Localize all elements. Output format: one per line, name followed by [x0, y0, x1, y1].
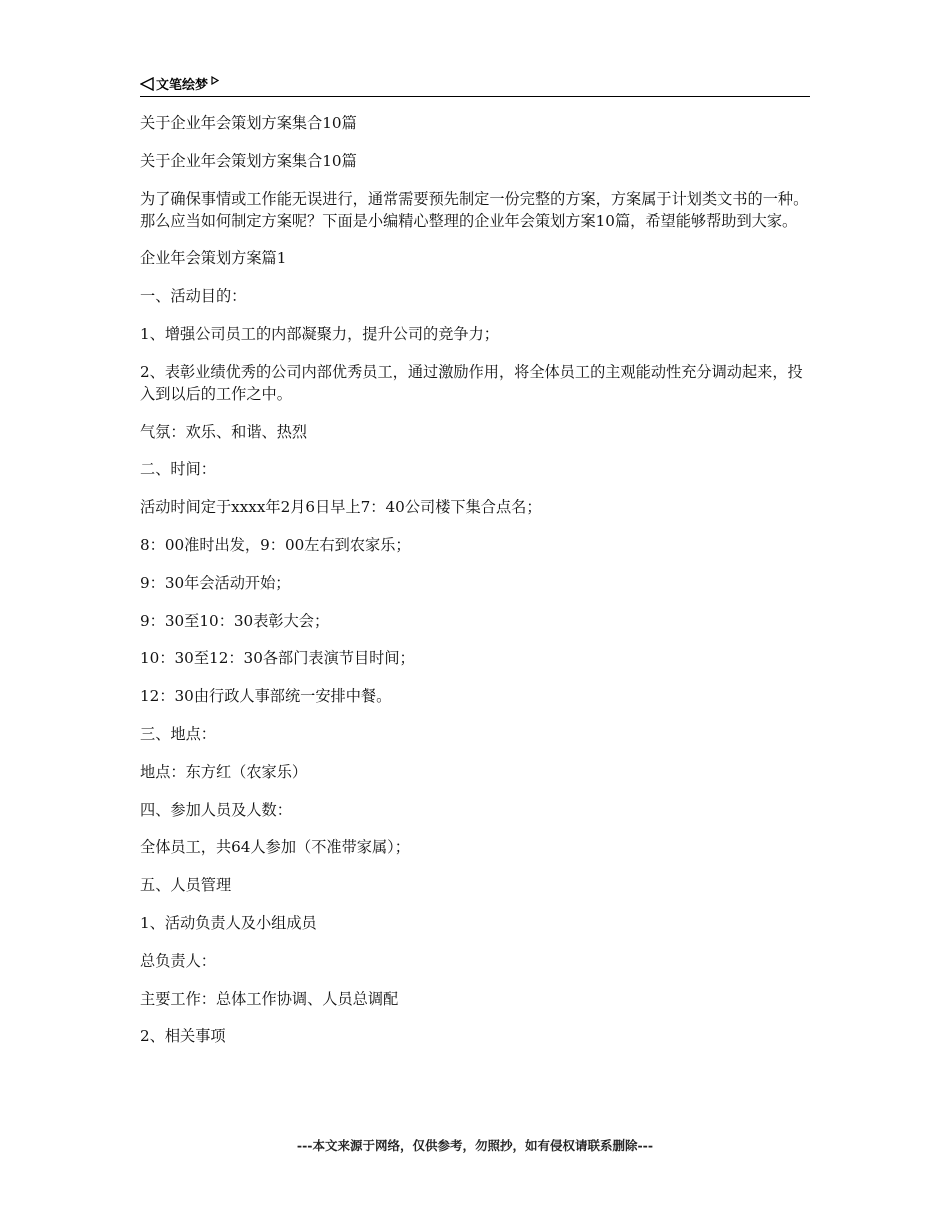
- paragraph: 1、增强公司员工的内部凝聚力，提升公司的竞争力；: [140, 324, 499, 343]
- paragraph: 三、地点：: [140, 724, 216, 743]
- paragraph: 9：30至10：30表彰大会；: [140, 611, 330, 630]
- section-heading: 企业年会策划方案篇1: [140, 249, 287, 268]
- paragraph: 总负责人：: [140, 951, 216, 970]
- paragraph: 10：30至12：30各部门表演节目时间；: [140, 649, 415, 668]
- paragraph: 12：30由行政人事部统一安排中餐。: [140, 687, 392, 706]
- paragraph: 地点：东方红（农家乐）: [140, 762, 308, 781]
- intro-paragraph: 为了确保事情或工作能无误进行，通常需要预先制定一份完整的方案，方案属于计划类文书的一种。那么应当如何制定方案呢？下面是小编精心整理的企业年会策划方案10篇，希望能够帮助到大家。: [140, 189, 809, 230]
- paragraph: 9：30年会活动开始；: [140, 573, 291, 592]
- triangle-right-icon: [211, 76, 219, 85]
- paragraph: 活动时间定于xxxx年2月6日早上7：40公司楼下集合点名；: [140, 498, 542, 517]
- paragraph: 2、表彰业绩优秀的公司内部优秀员工，通过激励作用，将全体员工的主观能动性充分调动起来，投入到以后的工作之中。: [140, 362, 803, 403]
- paragraph: 8：00准时出发，9：00左右到农家乐；: [140, 535, 411, 554]
- page-footer: ---本文来源于网络，仅供参考，勿照抄，如有侵权请联系删除---: [296, 1138, 654, 1153]
- paragraph: 全体员工，共64人参加（不准带家属）；: [140, 838, 410, 857]
- paragraph: 四、参加人员及人数：: [140, 800, 292, 819]
- paragraph: 主要工作：总体工作协调、人员总调配: [140, 989, 399, 1008]
- brand-text: 文笔绘梦: [156, 78, 209, 93]
- doc-subtitle: 关于企业年会策划方案集合10篇: [140, 151, 357, 170]
- page-header: [140, 72, 810, 97]
- paragraph: 一、活动目的：: [140, 287, 247, 306]
- triangle-left-icon: [140, 77, 154, 91]
- doc-title: 关于企业年会策划方案集合10篇: [140, 114, 357, 132]
- paragraph: 气氛：欢乐、和谐、热烈: [140, 422, 308, 441]
- document-body: [140, 112, 812, 1063]
- paragraph: 二、时间：: [140, 460, 216, 479]
- header-brand: [140, 74, 219, 93]
- paragraph: 五、人员管理: [140, 876, 232, 895]
- paragraph: 2、相关事项: [140, 1027, 226, 1046]
- paragraph: 1、活动负责人及小组成员: [140, 913, 317, 932]
